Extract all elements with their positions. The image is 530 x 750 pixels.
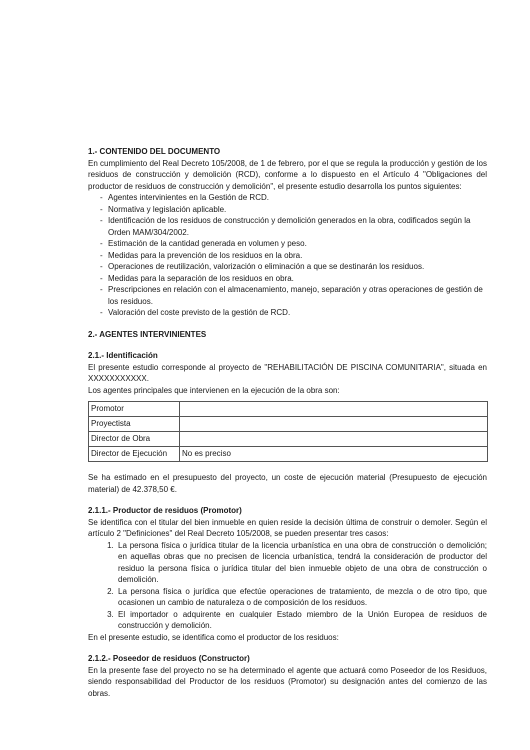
project-description: El presente estudio corresponde al proyecto de "REHABILITACIÓN DE PISCINA COMUNITARIA", situada en XXXXXXXXXXX. xyxy=(88,362,487,383)
agent-label: Proyectista xyxy=(89,417,180,432)
agent-value xyxy=(180,402,488,417)
section-1-list xyxy=(88,192,487,319)
holder-paragraph: En la presente fase del proyecto no se ha determinado el agente que actuará como Poseedor de los Residuos, siendo responsabilidad del Productor de los residuos (Promotor) su designación antes del comienzo de las obras. xyxy=(88,665,487,698)
table-row xyxy=(89,402,488,417)
producer-identified: En el presente estudio, se identifica como el productor de los residuos: xyxy=(88,632,339,642)
list-item: - Normativa y legislación aplicable. xyxy=(100,204,487,216)
list-item: - Estimación de la cantidad generada en volumen y peso. xyxy=(100,238,487,250)
list-item: - Medidas para la separación de los residuos en obra. xyxy=(100,273,487,285)
list-item: - Agentes intervinientes en la Gestión de RCD. xyxy=(100,192,487,204)
agent-value xyxy=(180,417,488,432)
subsection-2-1-heading: 2.1.- Identificación xyxy=(88,351,158,360)
list-item: 3. El importador o adquirente en cualquier Estado miembro de la Unión Europea de residuos de construcción y demolición. xyxy=(116,609,487,632)
table-row xyxy=(89,432,488,447)
table-row xyxy=(89,417,488,432)
list-item: - Medidas para la prevención de los residuos en la obra. xyxy=(100,250,487,262)
agent-value xyxy=(180,432,488,447)
table-row xyxy=(89,447,488,462)
budget-paragraph: Se ha estimado en el presupuesto del proyecto, un coste de ejecución material (Presupuesto de ejecución material) de 42.378,50 €. xyxy=(88,473,487,494)
list-item: - Valoración del coste previsto de la gestión de RCD. xyxy=(100,307,487,319)
agent-label: Director de Ejecución xyxy=(89,447,180,462)
subsection-2-1-1-heading: 2.1.1.- Productor de residuos (Promotor) xyxy=(88,506,242,515)
list-item: - Identificación de los residuos de construcción y demolición generados en la obra, codificados según la Orden MAM/304/2002. xyxy=(100,215,487,238)
producer-cases-list xyxy=(88,540,487,632)
agents-intro: Los agentes principales que intervienen en la ejecución de la obra son: xyxy=(88,385,340,395)
producer-paragraph: Se identifica con el titular del bien inmueble en quien reside la decisión última de construir o demoler. Según el artículo 2 "Definiciones" del Real Decreto 105/2008, se pueden presentar tres casos: xyxy=(88,517,487,538)
agent-value: No es preciso xyxy=(180,447,488,462)
subsection-2-1-2-heading: 2.1.2.- Poseedor de residuos (Constructor) xyxy=(88,654,250,663)
list-item: 2. La persona física o jurídica que efectúe operaciones de tratamiento, de mezcla o de otro tipo, que ocasionen un cambio de naturaleza o de composición de los residuos. xyxy=(116,586,487,609)
list-item: 1. La persona física o jurídica titular de la licencia urbanística en una obra de construcción o demolición; en aquellas obras que no precisen de licencia urbanística, tendrá la consideración de productor del residuo la persona física o jurídica titular del bien inmueble objeto de una obra de construcción o demolición. xyxy=(116,540,487,586)
agents-table xyxy=(88,401,488,462)
agent-label: Director de Obra xyxy=(89,432,180,447)
section-1-intro: En cumplimiento del Real Decreto 105/2008, de 1 de febrero, por el que se regula la producción y gestión de los residuos de construcción y demolición (RCD), conforme a lo dispuesto en el Artículo 4 "Obligaciones del productor de residuos de construcción y demolición", el presente estudio desarrolla los puntos siguientes: xyxy=(88,158,487,191)
list-item: - Operaciones de reutilización, valorización o eliminación a que se destinarán los residuos. xyxy=(100,261,487,273)
section-2-heading: 2.- AGENTES INTERVINIENTES xyxy=(88,329,207,339)
agent-label: Promotor xyxy=(89,402,180,417)
section-1-heading: 1.- CONTENIDO DEL DOCUMENTO xyxy=(88,147,221,156)
list-item: - Prescripciones en relación con el almacenamiento, manejo, separación y otras operaciones de gestión de los residuos. xyxy=(100,284,487,307)
